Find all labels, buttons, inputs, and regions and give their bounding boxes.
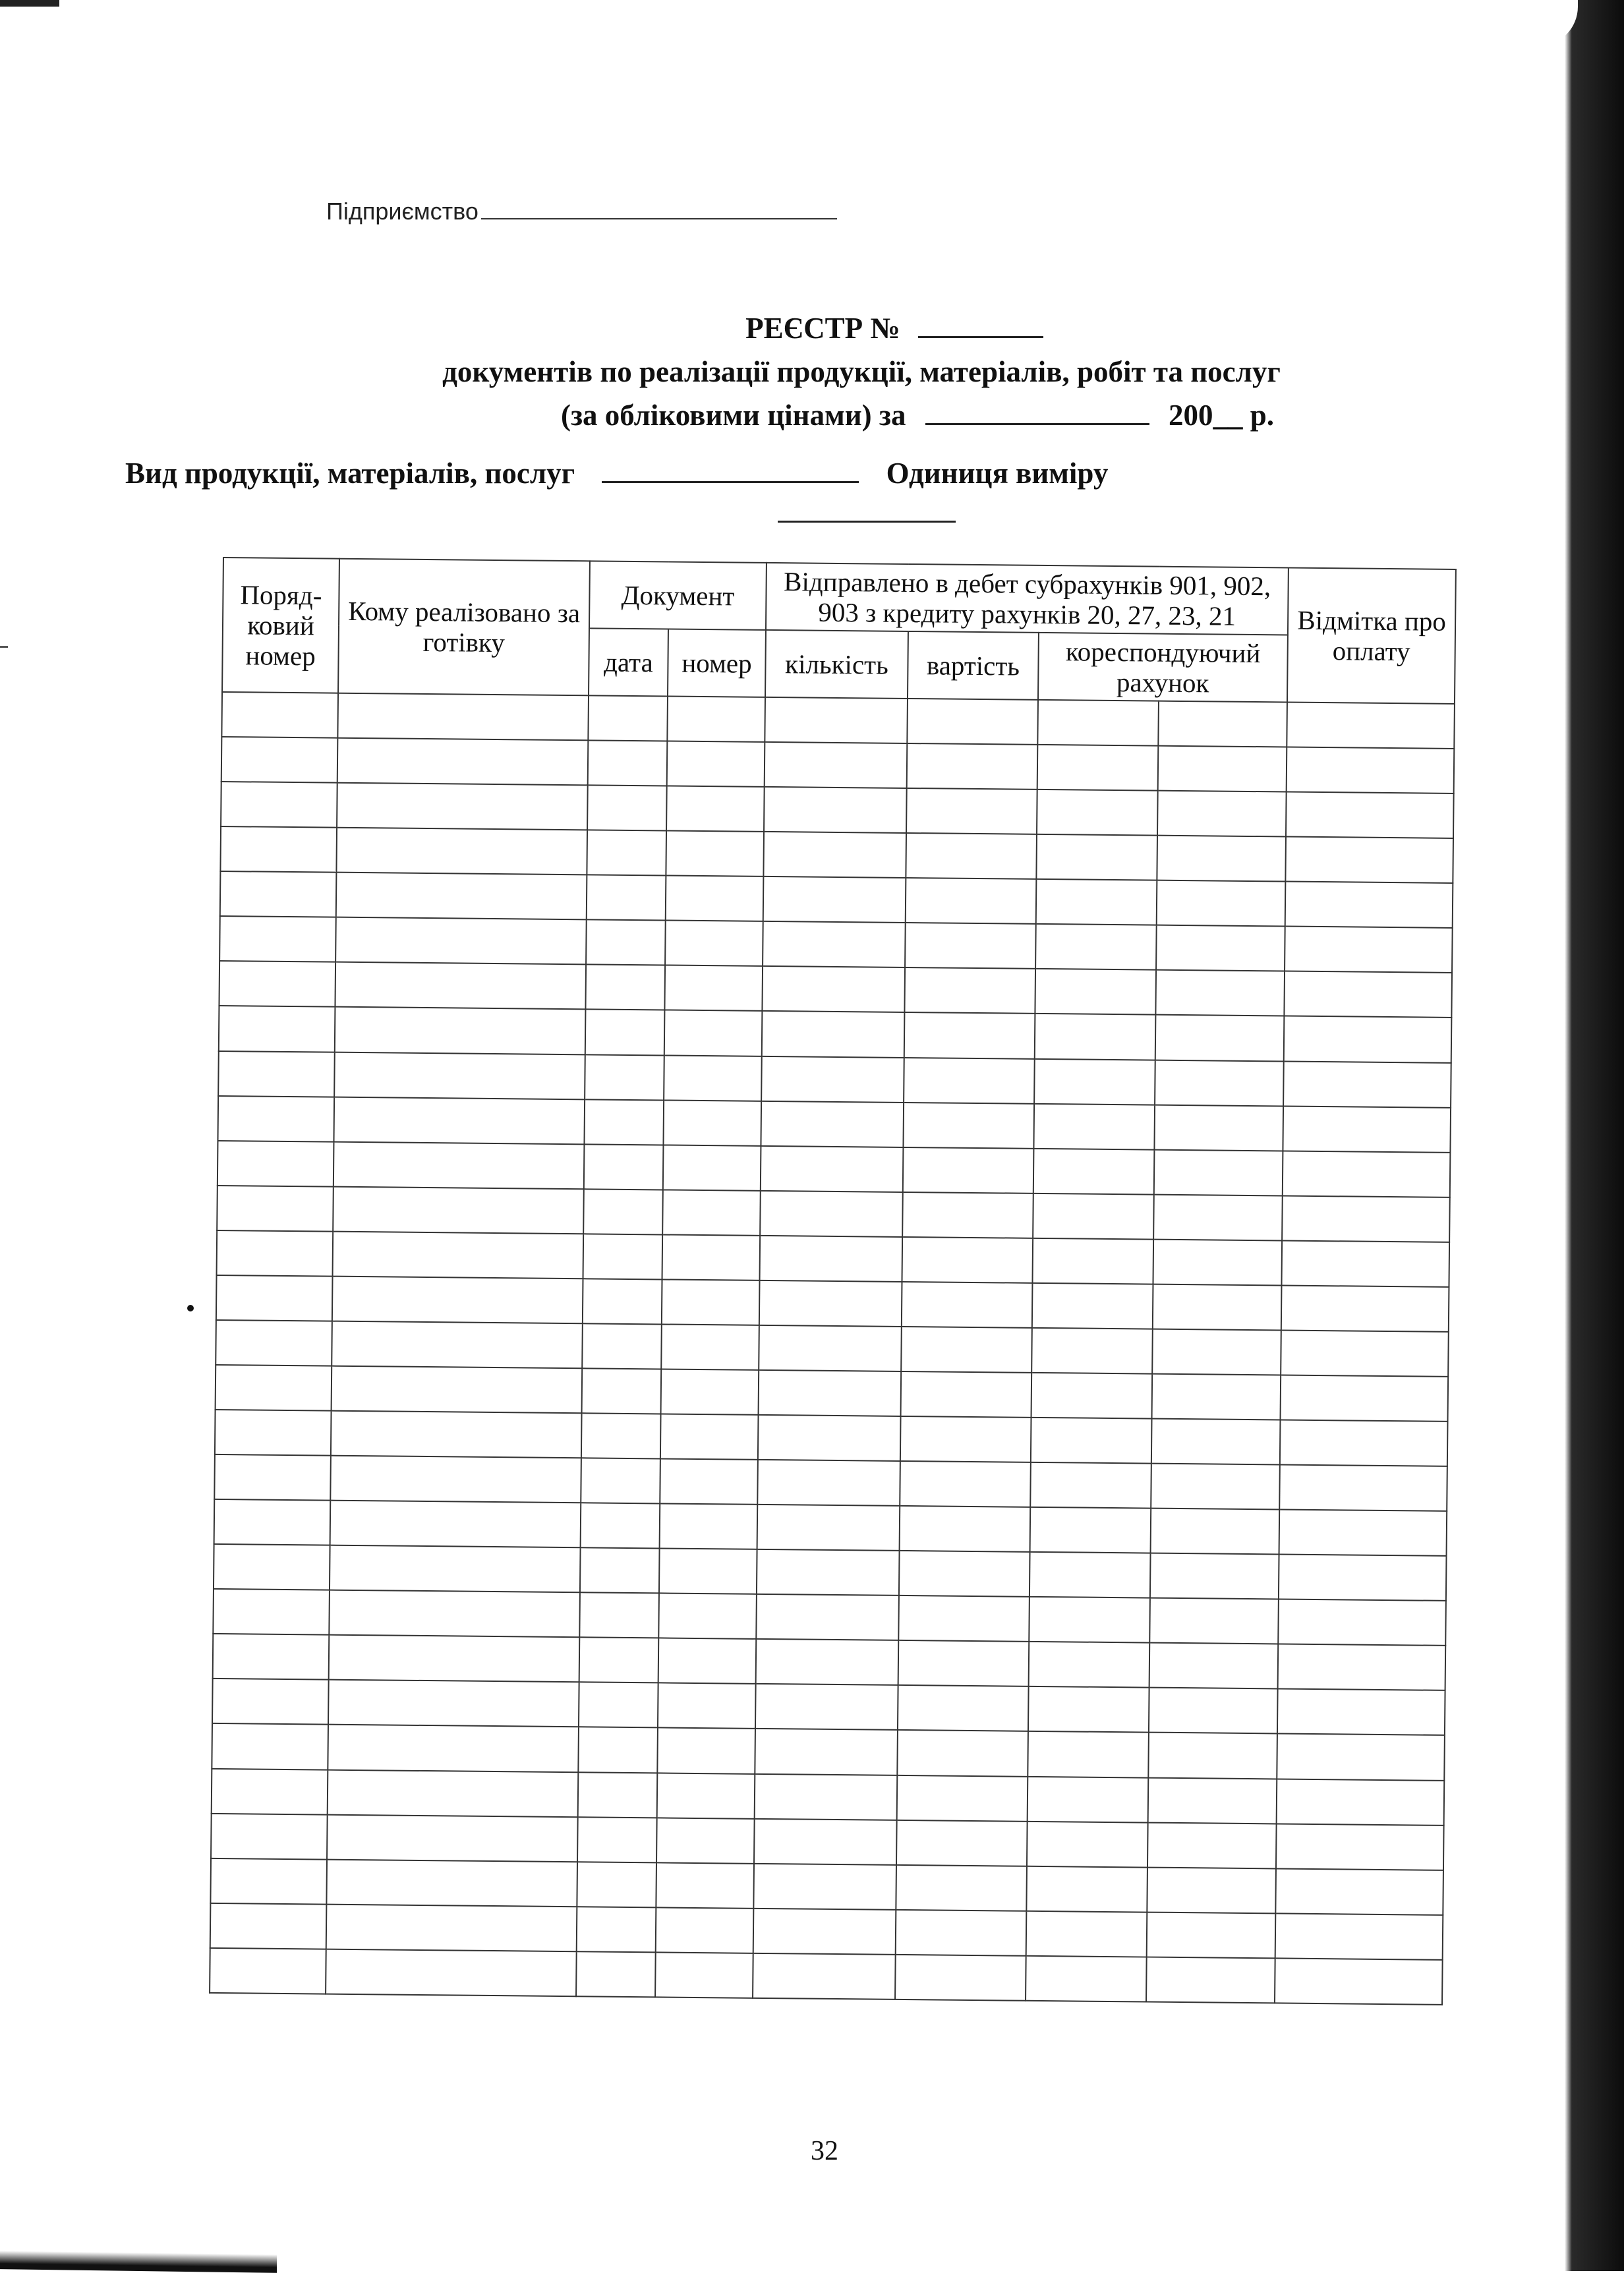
table-cell[interactable] [582,1368,662,1414]
table-cell[interactable] [666,876,764,921]
table-cell[interactable] [1286,792,1454,838]
table-cell[interactable] [221,692,338,738]
table-cell[interactable] [1026,1866,1147,1912]
table-cell[interactable] [1153,1239,1282,1285]
table-cell[interactable] [1147,1912,1276,1958]
table-cell[interactable] [1275,1958,1443,2005]
table-cell[interactable] [334,1097,585,1144]
table-cell[interactable] [583,1189,663,1234]
table-cell[interactable] [896,1820,1028,1866]
table-cell[interactable] [1278,1599,1446,1646]
table-cell[interactable] [1027,1821,1148,1867]
table-body [210,692,1455,2005]
table-cell[interactable] [663,1145,761,1190]
table-cell[interactable] [764,787,907,833]
heading-line-2: документів по реалізації продукції, матеріалів, робіт та послуг [442,355,1281,388]
table-cell[interactable] [658,1638,757,1684]
table-cell[interactable] [902,1192,1033,1238]
table-cell[interactable] [1028,1731,1149,1777]
table-cell[interactable] [758,1415,901,1461]
table-cell[interactable] [761,1056,904,1102]
table-cell[interactable] [337,783,588,830]
table-cell[interactable] [585,965,665,1010]
table-cell[interactable] [584,1144,664,1190]
table-cell[interactable] [666,831,764,877]
table-cell[interactable] [214,1499,331,1545]
table-cell[interactable] [210,1858,327,1905]
table-cell[interactable] [1281,1240,1449,1286]
table-cell[interactable] [1149,1688,1278,1734]
table-cell[interactable] [756,1639,899,1685]
table-cell[interactable] [1035,924,1157,970]
table-cell[interactable] [576,1951,656,1997]
table-cell[interactable] [663,1100,761,1145]
table-cell[interactable] [661,1369,759,1414]
table-cell[interactable] [328,1680,579,1727]
table-cell[interactable] [656,1818,755,1863]
table-cell[interactable] [1285,837,1453,883]
register-table [209,557,1457,2005]
table-cell[interactable] [1158,746,1287,792]
table-cell[interactable] [753,1863,896,1909]
table-cell[interactable] [577,1907,656,1952]
table-cell[interactable] [330,1545,581,1593]
table-cell[interactable] [583,1279,662,1324]
table-cell[interactable] [586,920,666,965]
table-cell[interactable] [1275,1913,1443,1959]
table-cell[interactable] [585,1010,665,1055]
table-cell[interactable] [906,833,1037,879]
period-label: (за обліковими цінами) за [560,399,906,432]
table-cell[interactable] [1148,1777,1277,1824]
column-header-quantity: кількість [765,630,908,699]
table-cell[interactable] [1037,790,1158,836]
column-header-document: Документ [589,561,767,630]
table-cell[interactable] [334,1052,585,1099]
table-cell[interactable] [1154,1105,1283,1151]
table-cell[interactable] [219,961,335,1007]
table-cell[interactable] [658,1683,756,1729]
table-cell[interactable] [219,1006,335,1052]
table-cell[interactable] [763,921,906,967]
table-cell[interactable] [657,1773,755,1818]
scan-artifact [0,0,59,7]
table-cell[interactable] [753,1909,896,1955]
table-cell[interactable] [902,1282,1033,1328]
table-cell[interactable] [579,1638,659,1683]
table-cell[interactable] [213,1589,330,1635]
table-cell[interactable] [1158,701,1287,747]
table-cell[interactable] [326,1949,577,1996]
table-cell[interactable] [584,1099,664,1145]
table-cell[interactable] [760,1236,903,1282]
table-cell[interactable] [1029,1642,1150,1688]
table-cell[interactable] [759,1370,902,1416]
table-cell[interactable] [1029,1597,1150,1643]
table-cell[interactable] [906,788,1037,834]
table-cell[interactable] [587,785,667,830]
table-cell[interactable] [754,1818,897,1864]
table-cell[interactable] [326,1859,577,1907]
table-cell[interactable] [328,1769,579,1817]
table-cell[interactable] [330,1456,581,1503]
table-cell[interactable] [1030,1507,1151,1553]
register-title: РЕЄСТР № [745,312,900,345]
table-cell[interactable] [1148,1733,1277,1779]
product-type-label: Вид продукції, матеріалів, послуг [125,457,575,490]
table-cell[interactable] [762,966,905,1012]
table-cell[interactable] [755,1684,898,1730]
scan-artifact [0,2251,277,2273]
table-cell[interactable] [1157,791,1287,837]
table-cell[interactable] [1146,1957,1275,2003]
table-cell[interactable] [1283,1151,1451,1197]
table-cell[interactable] [1283,1106,1451,1152]
table-cell[interactable] [330,1501,581,1548]
table-cell[interactable] [212,1768,328,1814]
table-cell[interactable] [898,1685,1029,1731]
table-cell[interactable] [336,828,587,875]
table-cell[interactable] [903,1103,1034,1149]
table-cell[interactable] [765,742,908,788]
table-cell[interactable] [761,1146,904,1192]
table-cell[interactable] [898,1596,1030,1642]
table-cell[interactable] [583,1234,663,1279]
table-cell[interactable] [580,1547,660,1593]
table-cell[interactable] [1147,1867,1276,1913]
column-header-date: дата [589,628,668,696]
table-cell[interactable] [896,1865,1027,1911]
table-cell[interactable] [337,693,589,741]
table-cell[interactable] [216,1365,332,1411]
enterprise-blank-line [481,198,837,219]
table-cell[interactable] [210,1948,326,1994]
table-cell[interactable] [1277,1779,1445,1825]
table-cell[interactable] [1282,1195,1450,1242]
table-cell[interactable] [579,1683,658,1728]
column-header-cost: вартість [908,631,1039,700]
table-cell[interactable] [1284,1016,1452,1062]
table-cell[interactable] [1030,1462,1151,1509]
table-cell[interactable] [667,741,765,787]
table-cell[interactable] [581,1503,660,1548]
table-cell[interactable] [1149,1598,1279,1644]
table-cell[interactable] [1275,1868,1443,1914]
table-cell[interactable] [1150,1553,1279,1599]
table-cell[interactable] [335,962,586,1010]
table-cell[interactable] [582,1323,662,1369]
table-cell[interactable] [1153,1284,1282,1330]
document-heading [0,306,1624,534]
enterprise-label: Підприємство [326,198,478,225]
unit-label: Одиниця виміру [886,457,1109,490]
table-cell[interactable] [1285,927,1453,973]
table-cell[interactable] [1149,1643,1279,1689]
table-cell[interactable] [212,1723,328,1769]
table-cell[interactable] [1032,1238,1153,1284]
table-cell[interactable] [1032,1283,1153,1329]
column-header-recipient: Кому реалізовано за готівку [338,559,590,696]
table-cell[interactable] [1279,1510,1447,1556]
table-cell[interactable] [660,1504,758,1549]
table-cell[interactable] [1026,1956,1147,2002]
table-cell[interactable] [1034,1058,1155,1105]
table-cell[interactable] [1026,1911,1147,1957]
table-cell[interactable] [335,917,587,965]
scan-artifact [187,1305,194,1311]
table-cell[interactable] [755,1729,898,1775]
table-cell[interactable] [588,695,668,741]
table-cell[interactable] [218,1141,334,1187]
table-cell[interactable] [1152,1329,1281,1375]
table-cell[interactable] [214,1544,330,1590]
table-cell[interactable] [659,1549,757,1594]
table-cell[interactable] [1287,703,1455,749]
table-cell[interactable] [661,1324,759,1369]
table-cell[interactable] [1287,747,1455,793]
table-cell[interactable] [897,1775,1028,1821]
table-cell[interactable] [660,1414,759,1459]
table-cell[interactable] [217,1230,334,1277]
table-cell[interactable] [578,1772,658,1818]
table-cell[interactable] [1285,882,1453,928]
table-cell[interactable] [896,1910,1027,1956]
table-cell[interactable] [588,740,668,786]
table-cell[interactable] [1281,1285,1449,1331]
table-cell[interactable] [1157,880,1286,927]
table-cell[interactable] [1031,1418,1152,1464]
table-cell[interactable] [904,1012,1035,1058]
heading-line-3 [0,393,1624,437]
table-cell[interactable] [904,967,1035,1014]
table-cell[interactable] [763,832,906,878]
table-cell[interactable] [333,1186,584,1234]
table-cell[interactable] [1277,1734,1445,1780]
table-cell[interactable] [581,1413,661,1458]
table-cell[interactable] [332,1276,583,1323]
table-cell[interactable] [907,699,1038,745]
table-cell[interactable] [1031,1328,1153,1374]
table-cell[interactable] [211,1813,328,1859]
table-cell[interactable] [1037,700,1159,746]
table-cell[interactable] [1284,971,1452,1018]
period-blank [925,397,1149,425]
table-cell[interactable] [901,1371,1032,1418]
table-cell[interactable] [656,1907,754,1953]
table-cell[interactable] [216,1275,333,1321]
table-cell[interactable] [660,1458,758,1504]
table-cell[interactable] [1033,1148,1155,1194]
page-number: 32 [811,2136,838,2166]
table-cell[interactable] [667,696,765,741]
table-cell[interactable] [761,1101,904,1147]
table-cell[interactable] [1035,969,1156,1015]
table-cell[interactable] [1281,1375,1449,1421]
table-cell[interactable] [220,826,337,873]
table-cell[interactable] [578,1727,658,1773]
table-cell[interactable] [214,1454,331,1501]
table-cell[interactable] [1036,834,1157,880]
table-cell[interactable] [210,1903,327,1949]
table-cell[interactable] [336,873,587,920]
table-cell[interactable] [1035,1014,1156,1060]
table-cell[interactable] [215,1410,332,1456]
table-cell[interactable] [334,1141,585,1189]
table-cell[interactable] [1028,1776,1149,1822]
table-cell[interactable] [906,878,1037,924]
table-cell[interactable] [220,871,337,917]
table-cell[interactable] [759,1280,902,1327]
scan-artifact [0,646,8,648]
table-cell[interactable] [335,1007,586,1054]
table-cell[interactable] [1151,1509,1280,1555]
table-cell[interactable] [1153,1194,1283,1240]
table-cell[interactable] [218,1096,334,1142]
table-cell[interactable] [1278,1644,1446,1690]
table-cell[interactable] [1030,1552,1151,1598]
table-cell[interactable] [328,1725,579,1772]
table-cell[interactable] [581,1458,660,1503]
table-cell[interactable] [1276,1824,1444,1870]
register-title-line [0,306,1624,350]
table-cell[interactable] [216,1320,332,1366]
table-cell[interactable] [900,1416,1031,1462]
table-cell[interactable] [329,1635,580,1683]
table-cell[interactable] [1156,925,1285,971]
table-cell[interactable] [895,1955,1026,2001]
table-cell[interactable] [666,786,765,832]
product-type-blank [602,455,859,483]
table-cell[interactable] [900,1461,1031,1507]
table-cell[interactable] [662,1234,761,1280]
table-cell[interactable] [217,1186,334,1232]
table-cell[interactable] [757,1505,900,1551]
table-cell[interactable] [902,1237,1033,1283]
table-cell[interactable] [1036,879,1157,925]
table-cell[interactable] [899,1551,1030,1597]
table-cell[interactable] [331,1411,582,1458]
enterprise-field [326,198,837,225]
table-cell[interactable] [662,1279,760,1325]
table-cell[interactable] [1037,745,1159,791]
table-cell[interactable] [903,1147,1034,1194]
table-cell[interactable] [327,1814,578,1862]
table-cell[interactable] [332,1321,583,1369]
table-cell[interactable] [897,1730,1028,1776]
column-header-sent-to-debit: Відправлено в дебет субрахунків 901, 902, 903 з кредиту рахунків 20, 27, 23, 21 [766,563,1289,635]
table-cell[interactable] [221,782,337,828]
year-label: 200__ р. [1168,399,1274,432]
table-cell[interactable] [1155,1060,1284,1106]
table-cell[interactable] [757,1460,900,1506]
table-cell[interactable] [1151,1419,1281,1465]
heading-line-4 [0,451,1624,534]
table-cell[interactable] [577,1817,657,1862]
table-cell[interactable] [1279,1465,1447,1511]
table-cell[interactable] [662,1190,761,1235]
column-header-corresponding-account: кореспондуючий рахунок [1038,633,1288,703]
table-cell[interactable] [760,1191,903,1237]
table-cell[interactable] [1151,1464,1280,1510]
table-cell[interactable] [1031,1373,1153,1419]
column-header-number: номер [668,629,766,697]
table-cell[interactable] [1033,1194,1154,1240]
table-cell[interactable] [1279,1555,1447,1601]
table-cell[interactable] [1155,1015,1285,1061]
table-cell[interactable] [664,965,763,1011]
table-cell[interactable] [332,1366,583,1414]
table-cell[interactable] [907,743,1038,790]
table-cell[interactable] [665,921,763,966]
table-cell[interactable] [221,737,338,783]
table-cell[interactable] [1147,1822,1277,1868]
table-cell[interactable] [1157,836,1286,882]
table-cell[interactable] [904,1057,1035,1103]
table-cell[interactable] [577,1862,656,1907]
table-cell[interactable] [762,1011,905,1057]
table-cell[interactable] [219,916,336,962]
table-cell[interactable] [212,1679,329,1725]
table-cell[interactable] [656,1862,754,1908]
table-cell[interactable] [759,1325,902,1371]
table-cell[interactable] [1154,1149,1283,1195]
table-cell[interactable] [763,877,906,923]
table-cell[interactable] [753,1953,896,2000]
column-header-payment-mark: Відмітка про оплату [1287,568,1456,704]
table-cell[interactable] [905,923,1036,969]
table-cell[interactable] [898,1640,1030,1686]
register-number-blank [918,310,1043,338]
table-cell[interactable] [1152,1374,1281,1420]
table-cell[interactable] [657,1728,755,1773]
table-cell[interactable] [587,875,666,921]
table-cell[interactable] [1283,1061,1451,1107]
table-cell[interactable] [579,1593,659,1638]
table-cell[interactable] [901,1327,1032,1373]
table-cell[interactable] [757,1549,900,1596]
table-cell[interactable] [333,1231,584,1279]
table-cell[interactable] [218,1050,335,1097]
table-cell[interactable] [1281,1330,1449,1376]
table-cell[interactable] [655,1952,753,1998]
table-cell[interactable] [213,1634,330,1680]
table-cell[interactable] [329,1590,580,1638]
column-header-order-number: Поряд-ковий номер [222,558,339,693]
table-cell[interactable] [585,1054,664,1100]
table-cell[interactable] [664,1010,763,1056]
table-cell[interactable] [337,738,589,786]
table-cell[interactable] [1155,970,1285,1016]
unit-blank [778,507,956,523]
table-cell[interactable] [587,830,666,876]
table-cell[interactable] [658,1594,757,1639]
table-cell[interactable] [765,697,908,743]
table-cell[interactable] [900,1506,1031,1552]
table-cell[interactable] [1277,1689,1445,1735]
table-cell[interactable] [1028,1686,1149,1733]
table-cell[interactable] [326,1904,577,1951]
table-cell[interactable] [664,1055,762,1101]
table-cell[interactable] [1033,1103,1155,1149]
table-cell[interactable] [755,1773,898,1820]
table-cell[interactable] [756,1594,899,1640]
table-cell[interactable] [1280,1420,1448,1466]
